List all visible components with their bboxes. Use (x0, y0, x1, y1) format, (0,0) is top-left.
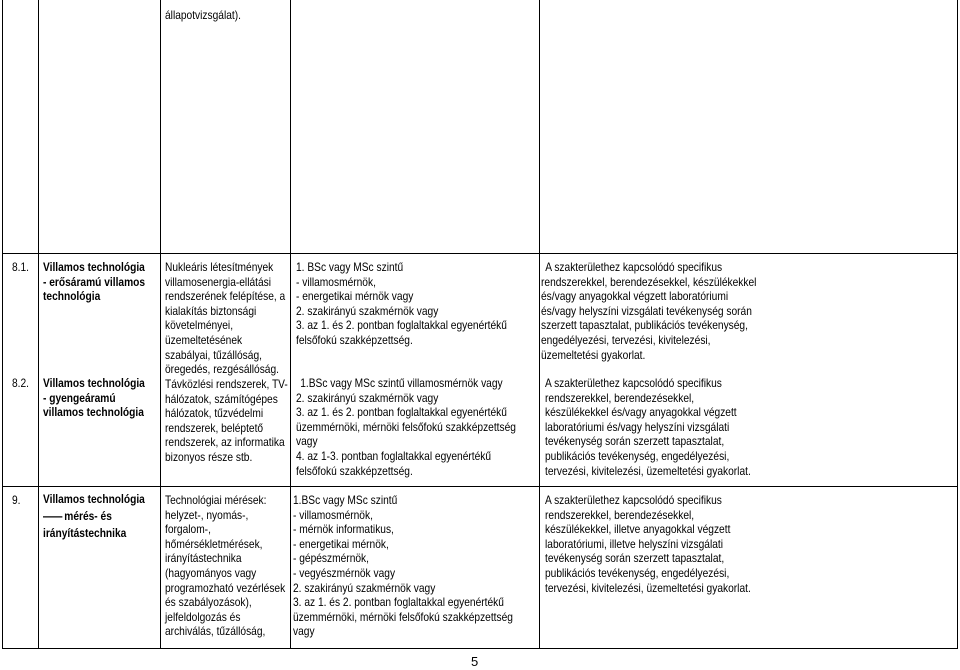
qualification-line: - gépészmérnök, (293, 551, 369, 566)
qualification-line: 2. szakirányú szakmérnök vagy (296, 390, 439, 405)
row-number (12, 260, 29, 275)
experience-line: rendszerekkel, berendezésekkel, (545, 390, 695, 405)
qualification-line: 1. BSc vagy MSc szintű (296, 260, 404, 274)
experience-line: és/vagy helyszíni vizsgálati tevékenység során (541, 303, 752, 318)
row-number (12, 493, 21, 508)
description-line: bizonyos része stb. (165, 449, 253, 464)
description-line: (hagyományos vagy (165, 565, 257, 580)
experience-line: laboratóriumi és/vagy helyszíni vizsgálati (545, 419, 730, 434)
qualification-line: 3. az 1. és 2. pontban foglaltakkal egyenértékű (293, 595, 504, 610)
qualification-cell (296, 376, 516, 478)
experience-line: A szakterülethez kapcsolódó specifikus (545, 260, 723, 274)
technology-cell (43, 376, 145, 420)
experience-line: szerzett tapasztalat, publikációs tevékenység, (541, 318, 748, 333)
description-line: állapotvizsgálat). (165, 8, 241, 22)
experience-line: tervezési, kivitelezési, üzemeltetési gyakorlat. (545, 463, 751, 478)
technology-line: villamos technológia (43, 405, 144, 420)
qualification-line: - vegyészmérnök vagy (293, 565, 396, 580)
experience-line: tevékenység során szerzett tapasztalat, (545, 551, 725, 566)
column-divider (160, 0, 161, 649)
experience-line: engedélyezési, tervezési, kivitelezési, (541, 332, 711, 347)
table-border-left (2, 0, 3, 649)
experience-line: laboratóriumi, illetve helyszíni vizsgálati (545, 536, 724, 551)
qualification-line: 3. az 1. és 2. pontban foglaltakkal egyenértékű (296, 318, 507, 333)
qualification-line: 1.BSc vagy MSc szintű (293, 493, 398, 507)
table-border-right (957, 0, 958, 649)
experience-line: üzemeltetési gyakorlat. (541, 347, 646, 362)
technology-line: - erősáramú villamos (43, 274, 146, 289)
qualification-line: felsőfokú szakképzettség. (296, 332, 413, 347)
description-line: archiválás, tűzállóság, (165, 624, 266, 639)
row-number-text: 8.1. (12, 260, 30, 274)
technology-line: Villamos technológia (43, 492, 145, 506)
row-divider (2, 253, 958, 254)
qualification-line: - villamosmérnök, (293, 507, 373, 522)
description-cell (165, 493, 285, 639)
experience-line: készülékekkel és/vagy anyagokkal végzett (545, 405, 737, 420)
description-cell (165, 260, 285, 377)
description-line: kialakítás biztonsági (165, 303, 257, 318)
technology-line: Villamos technológia (43, 376, 145, 390)
qualification-line: vagy (296, 434, 318, 449)
description-line: öregedés, rezgésállóság. (165, 362, 279, 377)
experience-line: A szakterülethez kapcsolódó specifikus (545, 376, 722, 390)
qualification-line: felsőfokú szakképzettség. (296, 463, 413, 478)
table-border-bottom (2, 648, 958, 649)
qualification-cell (296, 260, 507, 348)
qualification-line: 2. szakirányú szakmérnök vagy (296, 303, 439, 318)
column-divider (290, 0, 291, 649)
row-number-text: 8.2. (12, 376, 30, 390)
experience-line: publikációs tevékenység, engedélyezési, (545, 448, 730, 463)
experience-cell (545, 376, 751, 478)
technology-line: irányítástechnika (43, 526, 127, 540)
qualification-line: vagy (293, 624, 315, 639)
description-line: hőmérsékletmérések, (165, 536, 263, 551)
experience-line: rendszerekkel, berendezésekkel, készülékekkel (541, 274, 757, 289)
row-divider (2, 486, 958, 487)
technology-cell (43, 491, 145, 542)
experience-line: készülékekkel, illetve anyagokkal végzett (545, 522, 731, 537)
page-number: 5 (471, 654, 479, 669)
qualification-line: - energetikai mérnök vagy (296, 289, 414, 304)
technology-line: - gyengeáramú (43, 390, 116, 405)
description-line: rendszerek, beléptető (165, 420, 264, 435)
experience-line: és/vagy anyagokkal végzett laboratóriumi (541, 289, 729, 304)
qualification-line: 2. szakirányú szakmérnök vagy (293, 580, 436, 595)
description-line: irányítástechnika (165, 551, 242, 566)
technology-cell (43, 260, 145, 304)
description-line: Technológiai mérések: (165, 493, 267, 507)
technology-line-text: mérés- és (64, 509, 112, 523)
qualification-cell (293, 493, 513, 639)
qualification-line: - mérnök informatikus, (293, 522, 394, 537)
description-line: üzemeltetésének (165, 332, 243, 347)
qualification-line: - villamosmérnök, (296, 274, 376, 289)
technology-line: Villamos technológia (43, 260, 145, 274)
description-line: Távközlési rendszerek, TV- (165, 377, 288, 391)
description-line: Nukleáris létesítmények (165, 260, 274, 274)
column-divider (38, 0, 39, 649)
qualification-line: üzemmérnöki, mérnöki felsőfokú szakképzettség (296, 419, 516, 434)
description-line: forgalom-, (165, 522, 211, 537)
description-cell (165, 377, 288, 465)
dash-mark: — (43, 509, 63, 523)
technology-line (43, 508, 145, 525)
row-number (12, 376, 29, 391)
column-divider (539, 0, 540, 649)
description-line: helyzet-, nyomás-, (165, 507, 249, 522)
experience-line: tevékenység során szerzett tapasztalat, (545, 434, 725, 449)
description-line: hálózatok, számítógépes (165, 391, 278, 406)
experience-line: tervezési, kivitelezési, üzemeltetési gyakorlat. (545, 580, 751, 595)
continued-description-cell (165, 8, 241, 23)
description-line: követelményei, (165, 318, 234, 333)
experience-cell (545, 493, 751, 595)
description-line: jelfeldolgozás és (165, 609, 241, 624)
description-line: programozható vezérlések (165, 580, 286, 595)
qualification-line: 1.BSc vagy MSc szintű villamosmérnök vagy (300, 376, 503, 390)
qualification-line: - energetikai mérnök, (293, 536, 389, 551)
description-line: hálózatok, tűzvédelmi (165, 406, 264, 421)
experience-line: A szakterülethez kapcsolódó specifikus (545, 493, 722, 507)
description-line: rendszerének felépítése, a (165, 289, 286, 304)
qualification-line: 3. az 1. és 2. pontban foglaltakkal egyenértékű (296, 405, 507, 420)
description-line: és szabályozások), (165, 595, 252, 610)
row-number-text: 9. (12, 493, 21, 507)
qualification-line: 4. az 1-3. pontban foglaltakkal egyenértékű (296, 448, 492, 463)
description-line: villamosenergia-ellátási (165, 274, 272, 289)
technology-line: technológia (43, 289, 101, 304)
description-line: rendszerek, az informatika (165, 435, 285, 450)
description-line: szabályai, tűzállóság, (165, 347, 262, 362)
experience-cell (541, 260, 756, 362)
qualification-line: üzemmérnöki, mérnöki felsőfokú szakképzettség (293, 609, 513, 624)
experience-line: rendszerekkel, berendezésekkel, (545, 507, 695, 522)
experience-line: publikációs tevékenység, engedélyezési, (545, 565, 730, 580)
